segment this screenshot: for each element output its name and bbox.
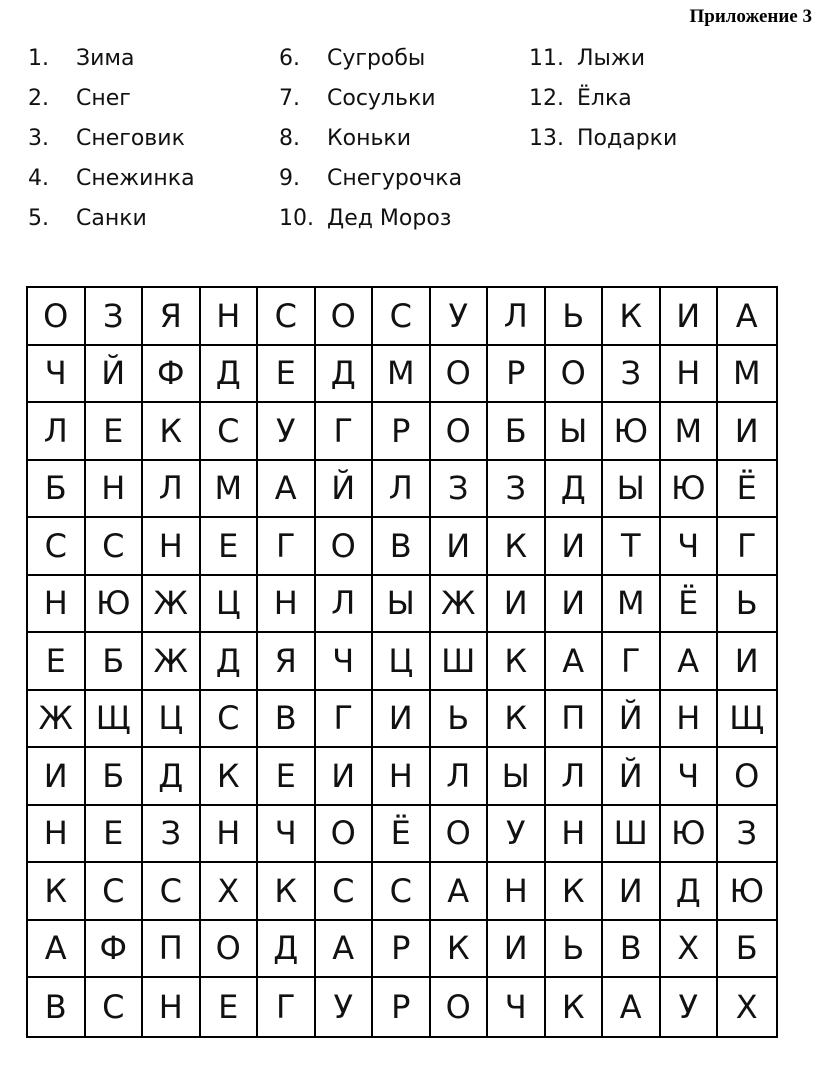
grid-cell[interactable]: Б: [86, 633, 144, 691]
word-item: [28, 82, 195, 122]
word-item: [279, 82, 462, 122]
grid-cell[interactable]: Ю: [603, 403, 661, 461]
grid-cell[interactable]: Л: [546, 748, 604, 806]
grid-cell[interactable]: И: [488, 921, 546, 979]
grid-cell[interactable]: Н: [28, 576, 86, 634]
grid-cell[interactable]: Е: [28, 633, 86, 691]
grid-cell[interactable]: З: [86, 288, 144, 346]
word-text: Сосульки: [327, 86, 436, 111]
grid-cell[interactable]: Д: [316, 346, 374, 404]
grid-cell[interactable]: Д: [201, 633, 259, 691]
grid-cell[interactable]: Д: [661, 863, 719, 921]
grid-cell[interactable]: С: [86, 518, 144, 576]
grid-cell[interactable]: О: [316, 806, 374, 864]
grid-cell[interactable]: К: [546, 863, 604, 921]
grid-cell[interactable]: Н: [143, 518, 201, 576]
grid-cell[interactable]: Е: [86, 403, 144, 461]
grid-cell[interactable]: М: [661, 403, 719, 461]
grid-cell[interactable]: З: [718, 806, 776, 864]
grid-cell[interactable]: Н: [201, 288, 259, 346]
grid-cell[interactable]: Ч: [258, 806, 316, 864]
grid-cell[interactable]: Е: [258, 346, 316, 404]
grid-cell[interactable]: Ж: [143, 576, 201, 634]
grid-cell[interactable]: У: [431, 288, 489, 346]
word-text: Дед Мороз: [327, 206, 452, 231]
grid-cell[interactable]: О: [431, 978, 489, 1036]
grid-cell[interactable]: Л: [488, 288, 546, 346]
grid-cell[interactable]: А: [431, 863, 489, 921]
grid-cell[interactable]: К: [201, 748, 259, 806]
grid-cell[interactable]: К: [546, 978, 604, 1036]
grid-cell[interactable]: В: [373, 518, 431, 576]
word-text: Лыжи: [577, 46, 646, 71]
grid-cell[interactable]: А: [603, 978, 661, 1036]
grid-cell[interactable]: С: [373, 863, 431, 921]
grid-cell[interactable]: З: [603, 346, 661, 404]
grid-cell[interactable]: Л: [28, 403, 86, 461]
word-column-1: [28, 42, 195, 242]
grid-cell[interactable]: С: [201, 403, 259, 461]
word-number: 1.: [28, 46, 49, 71]
grid-cell[interactable]: С: [143, 863, 201, 921]
grid-cell[interactable]: Я: [258, 633, 316, 691]
grid-cell[interactable]: К: [431, 921, 489, 979]
grid-cell[interactable]: И: [28, 748, 86, 806]
grid-cell[interactable]: Ф: [86, 921, 144, 979]
grid-cell[interactable]: О: [431, 346, 489, 404]
word-item: [28, 162, 195, 202]
word-text: Снег: [76, 86, 131, 111]
grid-cell[interactable]: К: [28, 863, 86, 921]
word-item: [279, 42, 462, 82]
grid-cell[interactable]: Ы: [488, 748, 546, 806]
word-number: 2.: [28, 86, 49, 111]
word-number: 4.: [28, 166, 49, 191]
appendix-title: Приложение 3: [689, 6, 812, 27]
grid-cell[interactable]: Ф: [143, 346, 201, 404]
grid-cell[interactable]: О: [431, 403, 489, 461]
grid-cell[interactable]: Д: [258, 921, 316, 979]
grid-cell[interactable]: Ь: [718, 576, 776, 634]
grid-cell[interactable]: А: [28, 921, 86, 979]
grid-cell[interactable]: Д: [546, 461, 604, 519]
grid-cell[interactable]: Ж: [28, 691, 86, 749]
grid-cell[interactable]: Ч: [661, 748, 719, 806]
word-text: Ёлка: [577, 86, 632, 111]
grid-cell[interactable]: Ж: [431, 576, 489, 634]
word-item: [529, 122, 677, 162]
word-text: Снеговик: [76, 126, 185, 151]
word-text: Снежинка: [76, 166, 195, 191]
grid-cell[interactable]: Я: [143, 288, 201, 346]
word-item: [529, 42, 677, 82]
grid-cell[interactable]: Й: [316, 461, 374, 519]
grid-cell[interactable]: Е: [201, 978, 259, 1036]
grid-cell[interactable]: И: [373, 691, 431, 749]
grid-cell[interactable]: И: [488, 576, 546, 634]
grid-cell[interactable]: И: [431, 518, 489, 576]
grid-cell[interactable]: О: [431, 806, 489, 864]
grid-cell[interactable]: М: [603, 576, 661, 634]
grid-cell[interactable]: Н: [143, 978, 201, 1036]
grid-cell[interactable]: У: [258, 403, 316, 461]
grid-cell[interactable]: Т: [603, 518, 661, 576]
grid-cell[interactable]: Н: [546, 806, 604, 864]
word-list: [28, 42, 768, 242]
grid-cell[interactable]: А: [316, 921, 374, 979]
grid-cell[interactable]: Ц: [143, 691, 201, 749]
grid-cell[interactable]: Й: [86, 346, 144, 404]
grid-cell[interactable]: Р: [373, 978, 431, 1036]
grid-cell[interactable]: С: [86, 978, 144, 1036]
word-number: 5.: [28, 206, 49, 231]
word-item: [28, 122, 195, 162]
grid-cell[interactable]: В: [258, 691, 316, 749]
grid-cell[interactable]: В: [603, 921, 661, 979]
word-column-2: [279, 42, 462, 242]
grid-cell[interactable]: П: [546, 691, 604, 749]
grid-cell[interactable]: Е: [258, 748, 316, 806]
grid-cell[interactable]: С: [373, 288, 431, 346]
grid-cell[interactable]: Б: [718, 921, 776, 979]
grid-cell[interactable]: М: [373, 346, 431, 404]
grid-cell[interactable]: Г: [258, 518, 316, 576]
grid-cell[interactable]: Ю: [86, 576, 144, 634]
grid-cell[interactable]: К: [258, 863, 316, 921]
grid-cell[interactable]: З: [431, 461, 489, 519]
grid-cell[interactable]: Ч: [661, 518, 719, 576]
grid-cell[interactable]: Ы: [546, 403, 604, 461]
word-number: 10.: [279, 206, 314, 231]
grid-cell[interactable]: Ю: [661, 461, 719, 519]
word-column-3: [529, 42, 677, 162]
grid-cell[interactable]: Щ: [718, 691, 776, 749]
grid-cell[interactable]: З: [488, 461, 546, 519]
grid-cell[interactable]: Ё: [661, 576, 719, 634]
grid-cell[interactable]: К: [488, 691, 546, 749]
grid-cell[interactable]: Р: [373, 921, 431, 979]
grid-cell[interactable]: Ю: [661, 806, 719, 864]
grid-cell[interactable]: Ц: [373, 633, 431, 691]
word-number: 7.: [279, 86, 300, 111]
word-text: Подарки: [577, 126, 678, 151]
grid-cell[interactable]: И: [718, 633, 776, 691]
grid-cell[interactable]: Ч: [316, 633, 374, 691]
grid-cell[interactable]: З: [143, 806, 201, 864]
word-text: Санки: [76, 206, 147, 231]
grid-cell[interactable]: О: [316, 518, 374, 576]
grid-cell[interactable]: Г: [316, 403, 374, 461]
grid-cell[interactable]: А: [258, 461, 316, 519]
grid-cell[interactable]: Ч: [28, 346, 86, 404]
grid-cell[interactable]: К: [143, 403, 201, 461]
grid-cell[interactable]: Л: [373, 461, 431, 519]
grid-cell[interactable]: Р: [373, 403, 431, 461]
grid-cell[interactable]: Н: [488, 863, 546, 921]
grid-cell[interactable]: Ц: [201, 576, 259, 634]
grid-cell[interactable]: Д: [143, 748, 201, 806]
grid-cell[interactable]: Д: [201, 346, 259, 404]
grid-cell[interactable]: Ё: [718, 461, 776, 519]
grid-cell[interactable]: Й: [603, 748, 661, 806]
grid-cell[interactable]: Л: [143, 461, 201, 519]
grid-cell[interactable]: С: [28, 518, 86, 576]
grid-cell[interactable]: Й: [603, 691, 661, 749]
word-item: [28, 202, 195, 242]
grid-cell[interactable]: Х: [201, 863, 259, 921]
grid-cell[interactable]: Г: [718, 518, 776, 576]
word-number: 12.: [529, 86, 564, 111]
grid-cell[interactable]: Н: [661, 691, 719, 749]
grid-cell[interactable]: С: [316, 863, 374, 921]
grid-cell[interactable]: Ь: [431, 691, 489, 749]
word-item: [28, 42, 195, 82]
grid-cell[interactable]: Ё: [373, 806, 431, 864]
grid-cell[interactable]: М: [201, 461, 259, 519]
grid-cell[interactable]: А: [546, 633, 604, 691]
grid-cell[interactable]: Б: [28, 461, 86, 519]
grid-cell[interactable]: Л: [431, 748, 489, 806]
grid-cell[interactable]: И: [661, 288, 719, 346]
grid-cell[interactable]: Ы: [603, 461, 661, 519]
grid-cell[interactable]: О: [546, 346, 604, 404]
grid-cell[interactable]: Х: [661, 921, 719, 979]
grid-cell[interactable]: С: [201, 691, 259, 749]
grid-cell[interactable]: И: [546, 576, 604, 634]
grid-cell[interactable]: П: [143, 921, 201, 979]
word-text: Зима: [76, 46, 135, 71]
grid-cell[interactable]: К: [488, 518, 546, 576]
word-number: 9.: [279, 166, 300, 191]
grid-cell[interactable]: К: [488, 633, 546, 691]
word-number: 6.: [279, 46, 300, 71]
grid-cell[interactable]: С: [86, 863, 144, 921]
grid-cell[interactable]: Ч: [488, 978, 546, 1036]
word-text: Снегурочка: [327, 166, 463, 191]
grid-cell[interactable]: С: [258, 288, 316, 346]
grid-cell[interactable]: Р: [488, 346, 546, 404]
grid-cell[interactable]: И: [718, 403, 776, 461]
grid-cell[interactable]: К: [603, 288, 661, 346]
grid-cell[interactable]: Ь: [546, 921, 604, 979]
grid-cell[interactable]: Ю: [718, 863, 776, 921]
word-number: 11.: [529, 46, 564, 71]
grid-cell[interactable]: О: [316, 288, 374, 346]
word-search-grid: [26, 286, 778, 1038]
grid-cell[interactable]: Н: [661, 346, 719, 404]
grid-cell[interactable]: О: [201, 921, 259, 979]
grid-cell[interactable]: Г: [258, 978, 316, 1036]
grid-cell[interactable]: Ы: [373, 576, 431, 634]
grid-cell[interactable]: Е: [201, 518, 259, 576]
grid-cell[interactable]: О: [28, 288, 86, 346]
grid-cell[interactable]: У: [661, 978, 719, 1036]
grid-cell[interactable]: Н: [373, 748, 431, 806]
grid-cell[interactable]: Н: [86, 461, 144, 519]
grid-cell[interactable]: Н: [258, 576, 316, 634]
word-item: [279, 122, 462, 162]
word-text: Сугробы: [327, 46, 426, 71]
grid-cell[interactable]: Е: [86, 806, 144, 864]
grid-cell[interactable]: О: [718, 748, 776, 806]
word-item: [279, 202, 462, 242]
word-item: [529, 82, 677, 122]
word-item: [279, 162, 462, 202]
grid-cell[interactable]: И: [603, 863, 661, 921]
grid-cell[interactable]: А: [718, 288, 776, 346]
grid-cell[interactable]: У: [488, 806, 546, 864]
grid-cell[interactable]: В: [28, 978, 86, 1036]
grid-cell[interactable]: Г: [316, 691, 374, 749]
grid-cell[interactable]: Ж: [143, 633, 201, 691]
grid-cell[interactable]: А: [661, 633, 719, 691]
word-number: 8.: [279, 126, 300, 151]
grid-cell[interactable]: Г: [603, 633, 661, 691]
grid-cell[interactable]: Х: [735, 987, 758, 1026]
grid-cell[interactable]: Ь: [546, 288, 604, 346]
grid-cell[interactable]: Б: [488, 403, 546, 461]
word-number: 13.: [529, 126, 564, 151]
grid-cell[interactable]: Щ: [86, 691, 144, 749]
word-text: Коньки: [327, 126, 412, 151]
grid-cell[interactable]: Ш: [603, 806, 661, 864]
grid-cell[interactable]: Ш: [431, 633, 489, 691]
grid-cell[interactable]: Л: [316, 576, 374, 634]
grid-cell[interactable]: Н: [201, 806, 259, 864]
grid-cell[interactable]: М: [718, 346, 776, 404]
grid-cell[interactable]: Б: [86, 748, 144, 806]
grid-cell[interactable]: И: [546, 518, 604, 576]
grid-cell[interactable]: Н: [28, 806, 86, 864]
grid-cell[interactable]: И: [316, 748, 374, 806]
word-number: 3.: [28, 126, 49, 151]
grid-cell[interactable]: У: [316, 978, 374, 1036]
